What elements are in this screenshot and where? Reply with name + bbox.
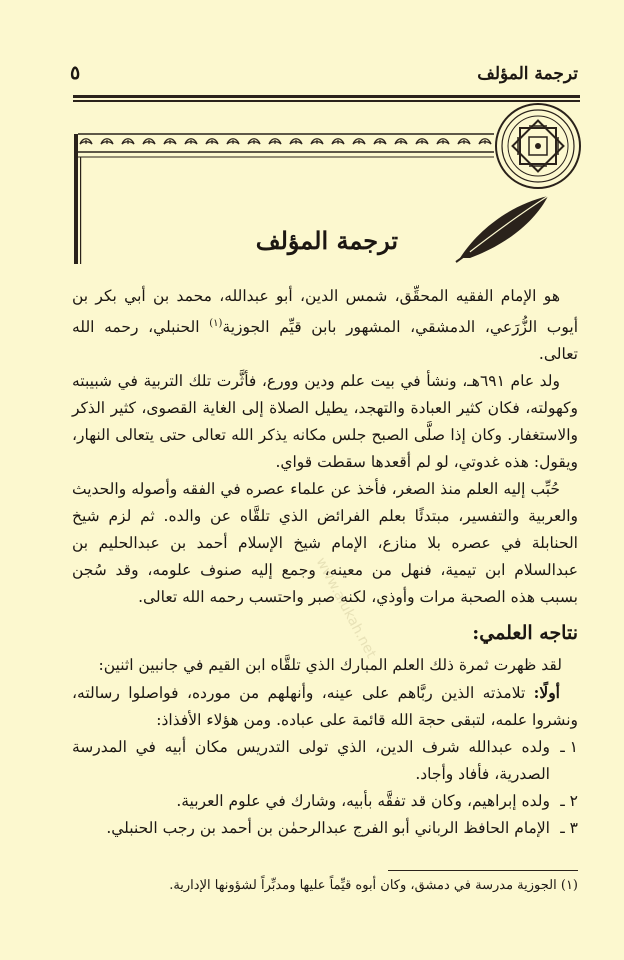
list-item <box>72 815 578 842</box>
bio-paragraph-3: حُبِّب إليه العلم منذ الصغر، فأخذ عن علماء عصره في الفقه وأصوله والحديث والعربية والتفسير، مبتدئًا بعلم الفرائض الذي تلقَّاه عن والده. ثم لزم شيخ الحنابلة في عصره بلا منازع، الإمام شيخ الإسلام أحمد بن عبدالحليم بن عبدالسلام ابن تيمية، فنهل من معينه، وجمع إليه صنوف علومه، وقد سُجن بسبب هذه الصحبة مرات وأوذي، لكنه صبر واحتسب رحمه الله تعالى. <box>72 480 578 607</box>
results-first-point <box>72 679 578 734</box>
list-item <box>72 734 578 788</box>
bio-paragraph-2: ولد عام ٦٩١هـ، ونشأ في بيت علم ودين وورع، فأثَّرت تلك التربية في شبيبته وكهولته، فكان كثير العبادة والتهجد، يطيل الصلاة إلى الغاية القصوى، كثير الذكر والاستغفار. وكان إذا صلَّى الصبح جلس مكانه يذكر الله تعالى حتى يتعالى النهار، ويقول: هذه غدوتي، لو لم أقعدها سقطت قواي. <box>72 372 578 472</box>
footnote-rule <box>388 870 578 871</box>
footnote-ref[interactable]: (١) <box>209 318 223 329</box>
list-item-number: ٣ ـ <box>560 819 578 837</box>
students-list <box>72 734 578 842</box>
list-item-text: ولده إبراهيم، وكان قد تفقَّه بأبيه، وشارك في علوم العربية. <box>176 792 550 810</box>
scholarly-output-section <box>72 652 578 842</box>
bio-p1-tail: الحنبلي، رحمه الله تعالى. <box>72 318 578 364</box>
first-label: أولًا: <box>533 683 560 702</box>
bio-paragraph-1 <box>72 283 578 368</box>
section-title-scholarly-output: نتاجه العلمي: <box>472 622 578 644</box>
list-item-number: ٢ ـ <box>560 792 578 810</box>
first-text: تلامذته الذين ربَّاهم على عينه، وأنهلهم من مورده، فواصلوا رسالته، ونشروا علمه، لتبقى حجة الله قائمة على عباده. ومن هؤلاء الأفذاذ: <box>72 684 578 729</box>
list-item-text: الإمام الحافظ الرباني أبو الفرج عبدالرحمٰن بن أحمد بن رجب الحنبلي. <box>106 819 550 837</box>
bio-p1-text: هو الإمام الفقيه المحقِّق، شمس الدين، أبو عبدالله، محمد بن أبي بكر بن أيوب الزُّرَعي، الدمشقي، المشهور بابن قيِّم الجوزية <box>72 287 579 337</box>
running-title: ترجمة المؤلف <box>477 64 578 84</box>
page-number: ٥ <box>70 62 81 84</box>
list-item <box>72 788 578 815</box>
footnote: (١) الجوزية مدرسة في دمشق، وكان أبوه قيِّماً عليها ومدبِّراً لشؤونها الإدارية. <box>169 878 578 893</box>
chapter-title: ترجمة المؤلف <box>255 226 398 255</box>
ornamental-rosette-icon <box>496 104 580 188</box>
list-item-number: ١ ـ <box>560 738 578 756</box>
results-intro: لقد ظهرت ثمرة ذلك العلم المبارك الذي تلقَّاه ابن القيم في جانبين اثنين: <box>98 656 562 674</box>
list-item-text: ولده عبدالله شرف الدين، الذي تولى التدريس مكان أبيه في المدرسة الصدرية، فأفاد وأجاد. <box>72 738 550 783</box>
watermark: www.alukah.net <box>312 554 380 662</box>
quill-feather-icon <box>456 196 548 262</box>
